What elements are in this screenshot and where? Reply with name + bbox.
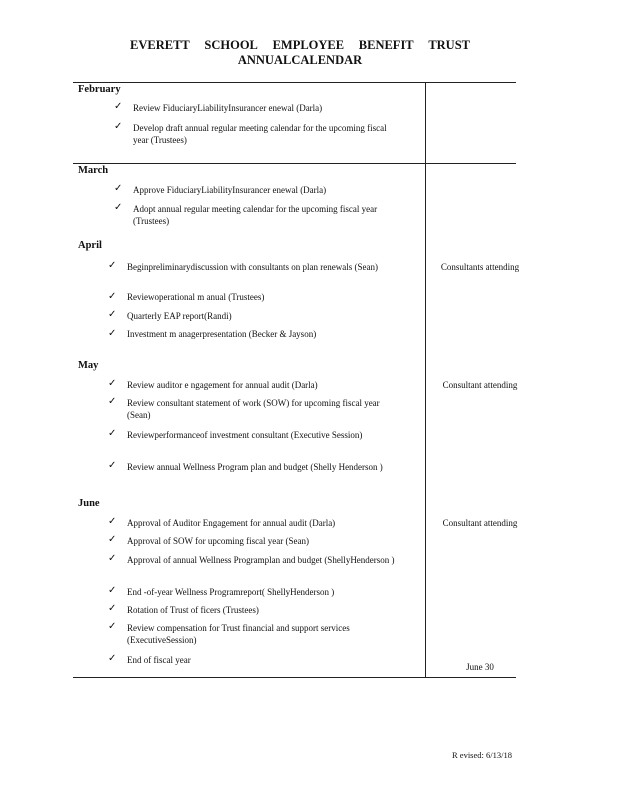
checkmark-icon: ✓ (108, 603, 117, 614)
checkmark-icon: ✓ (108, 378, 117, 389)
checkmark-icon: ✓ (108, 291, 117, 302)
february-bottom-rule (73, 163, 516, 164)
checkmark-icon: ✓ (108, 428, 117, 439)
title-word: EMPLOYEE (272, 38, 345, 52)
list-item: Reviewperformanceof investment consultant (Executive Session) (127, 430, 363, 440)
checkmark-icon: ✓ (108, 585, 117, 596)
checkmark-icon: ✓ (108, 516, 117, 527)
revised-date: R evised: 6/13/18 (452, 750, 512, 760)
checkmark-icon: ✓ (108, 621, 117, 632)
list-item: Beginpreliminarydiscussion with consultants on plan renewals (Sean) (127, 262, 378, 272)
checkmark-icon: ✓ (108, 653, 117, 664)
document-title (130, 38, 470, 68)
month-heading-april: April (78, 240, 102, 251)
column-divider-main (425, 163, 426, 678)
checkmark-icon: ✓ (108, 396, 117, 407)
month-heading-june: June (78, 498, 100, 509)
list-item: End of fiscal year (127, 655, 191, 665)
list-item: Approve FiduciaryLiabilityInsurancer enewal (Darla) (133, 185, 327, 195)
list-item: Review compensation for Trust financial and support services (ExecutiveSession) (127, 623, 350, 645)
table-bottom-rule (73, 677, 516, 678)
checkmark-icon: ✓ (108, 328, 117, 339)
note-consultants-attending: Consultants attending (440, 262, 520, 272)
list-item: Review consultant statement of work (SOW) for upcoming fiscal year (Sean) (127, 398, 380, 420)
checkmark-icon: ✓ (114, 121, 123, 132)
list-item: Review FiduciaryLiabilityInsurancer enewal (Darla) (133, 103, 323, 113)
note-consultant-attending: Consultant attending (442, 380, 518, 390)
checkmark-icon: ✓ (108, 309, 117, 320)
checkmark-icon: ✓ (114, 101, 123, 112)
title-word: EVERETT (130, 38, 190, 52)
list-item: End -of-year Wellness Programreport( ShellyHenderson ) (127, 587, 335, 597)
month-heading-february: February (78, 84, 121, 95)
month-heading-march: March (78, 165, 109, 176)
list-item: Review annual Wellness Program plan and budget (Shelly Henderson ) (127, 462, 383, 472)
note-fiscal-year-end-date: June 30 (466, 662, 494, 672)
checkmark-icon: ✓ (114, 202, 123, 213)
title-word: BENEFIT (358, 38, 414, 52)
list-item: Develop draft annual regular meeting calendar for the upcoming fiscal year (Trustees) (133, 123, 387, 145)
list-item: Quarterly EAP report(Randi) (127, 311, 232, 321)
checkmark-icon: ✓ (108, 534, 117, 545)
list-item: Approval of annual Wellness Programplan and budget (ShellyHenderson ) (127, 555, 395, 565)
title-word: SCHOOL (204, 38, 258, 52)
list-item: Investment m anagerpresentation (Becker & Jayson) (127, 329, 317, 339)
table-top-rule (73, 82, 516, 83)
month-heading-may: May (78, 360, 99, 371)
note-consultant-attending: Consultant attending (442, 518, 518, 528)
column-divider-top (425, 82, 426, 164)
checkmark-icon: ✓ (108, 553, 117, 564)
list-item: Approval of SOW for upcoming fiscal year (Sean) (127, 536, 310, 546)
checkmark-icon: ✓ (114, 183, 123, 194)
title-word: TRUST (428, 38, 470, 52)
list-item: Reviewoperational m anual (Trustees) (127, 292, 265, 302)
list-item: Adopt annual regular meeting calendar for the upcoming fiscal year (Trustees) (133, 204, 378, 226)
checkmark-icon: ✓ (108, 460, 117, 471)
title-subtitle: ANNUALCALENDAR (237, 53, 363, 67)
list-item: Approval of Auditor Engagement for annual audit (Darla) (127, 518, 336, 528)
checkmark-icon: ✓ (108, 260, 117, 271)
list-item: Rotation of Trust of ficers (Trustees) (127, 605, 259, 615)
list-item: Review auditor e ngagement for annual audit (Darla) (127, 380, 318, 390)
